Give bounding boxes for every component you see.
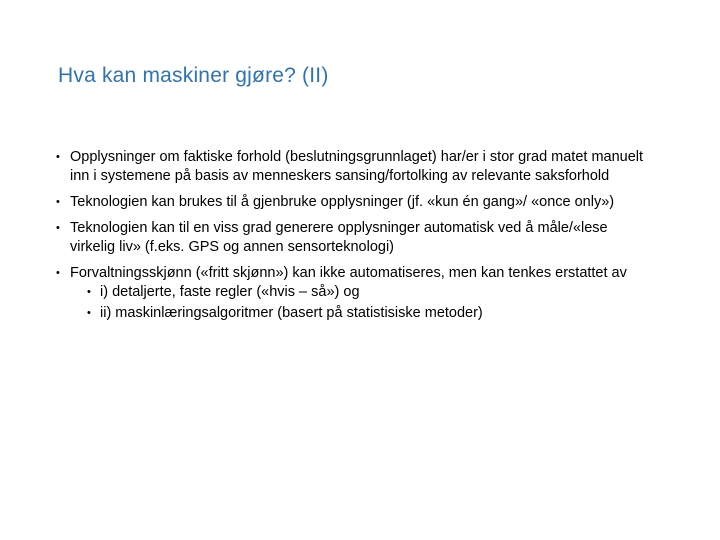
bullet-text: Opplysninger om faktiske forhold (beslutningsgrunnlaget) har/er i stor grad matet manuelt inn i systemene på basis av menneskers sansing/fortolking av relevante saksforhold: [70, 149, 644, 184]
sub-bullet-icon: •: [87, 307, 91, 319]
sub-bullet-text: i) detaljerte, faste regler («hvis – så») og: [100, 284, 360, 300]
bullet-item: [56, 193, 656, 212]
bullet-list: [56, 148, 656, 330]
sub-bullet-icon: •: [87, 286, 91, 298]
bullet-item: [56, 148, 656, 186]
sub-bullet-item: [70, 283, 656, 302]
bullet-item: [56, 264, 656, 323]
sub-bullet-item: [70, 304, 656, 323]
bullet-icon: •: [56, 267, 60, 279]
bullet-text: Teknologien kan brukes til å gjenbruke opplysninger (jf. «kun én gang»/ «once only»): [70, 194, 615, 210]
sub-bullet-text: ii) maskinlæringsalgoritmer (basert på statistisiske metoder): [100, 305, 483, 321]
slide-title: Hva kan maskiner gjøre? (II): [58, 64, 329, 87]
bullet-text: Teknologien kan til en viss grad generere opplysninger automatisk ved å måle/«lese virkelig liv» (f.eks. GPS og annen sensorteknologi): [70, 220, 608, 255]
bullet-icon: •: [56, 222, 60, 234]
bullet-item: [56, 219, 656, 257]
bullet-text: Forvaltningsskjønn («fritt skjønn») kan ikke automatiseres, men kan tenkes erstattet av: [70, 265, 627, 281]
bullet-icon: •: [56, 151, 60, 163]
sub-bullet-list: [70, 283, 656, 323]
bullet-icon: •: [56, 196, 60, 208]
